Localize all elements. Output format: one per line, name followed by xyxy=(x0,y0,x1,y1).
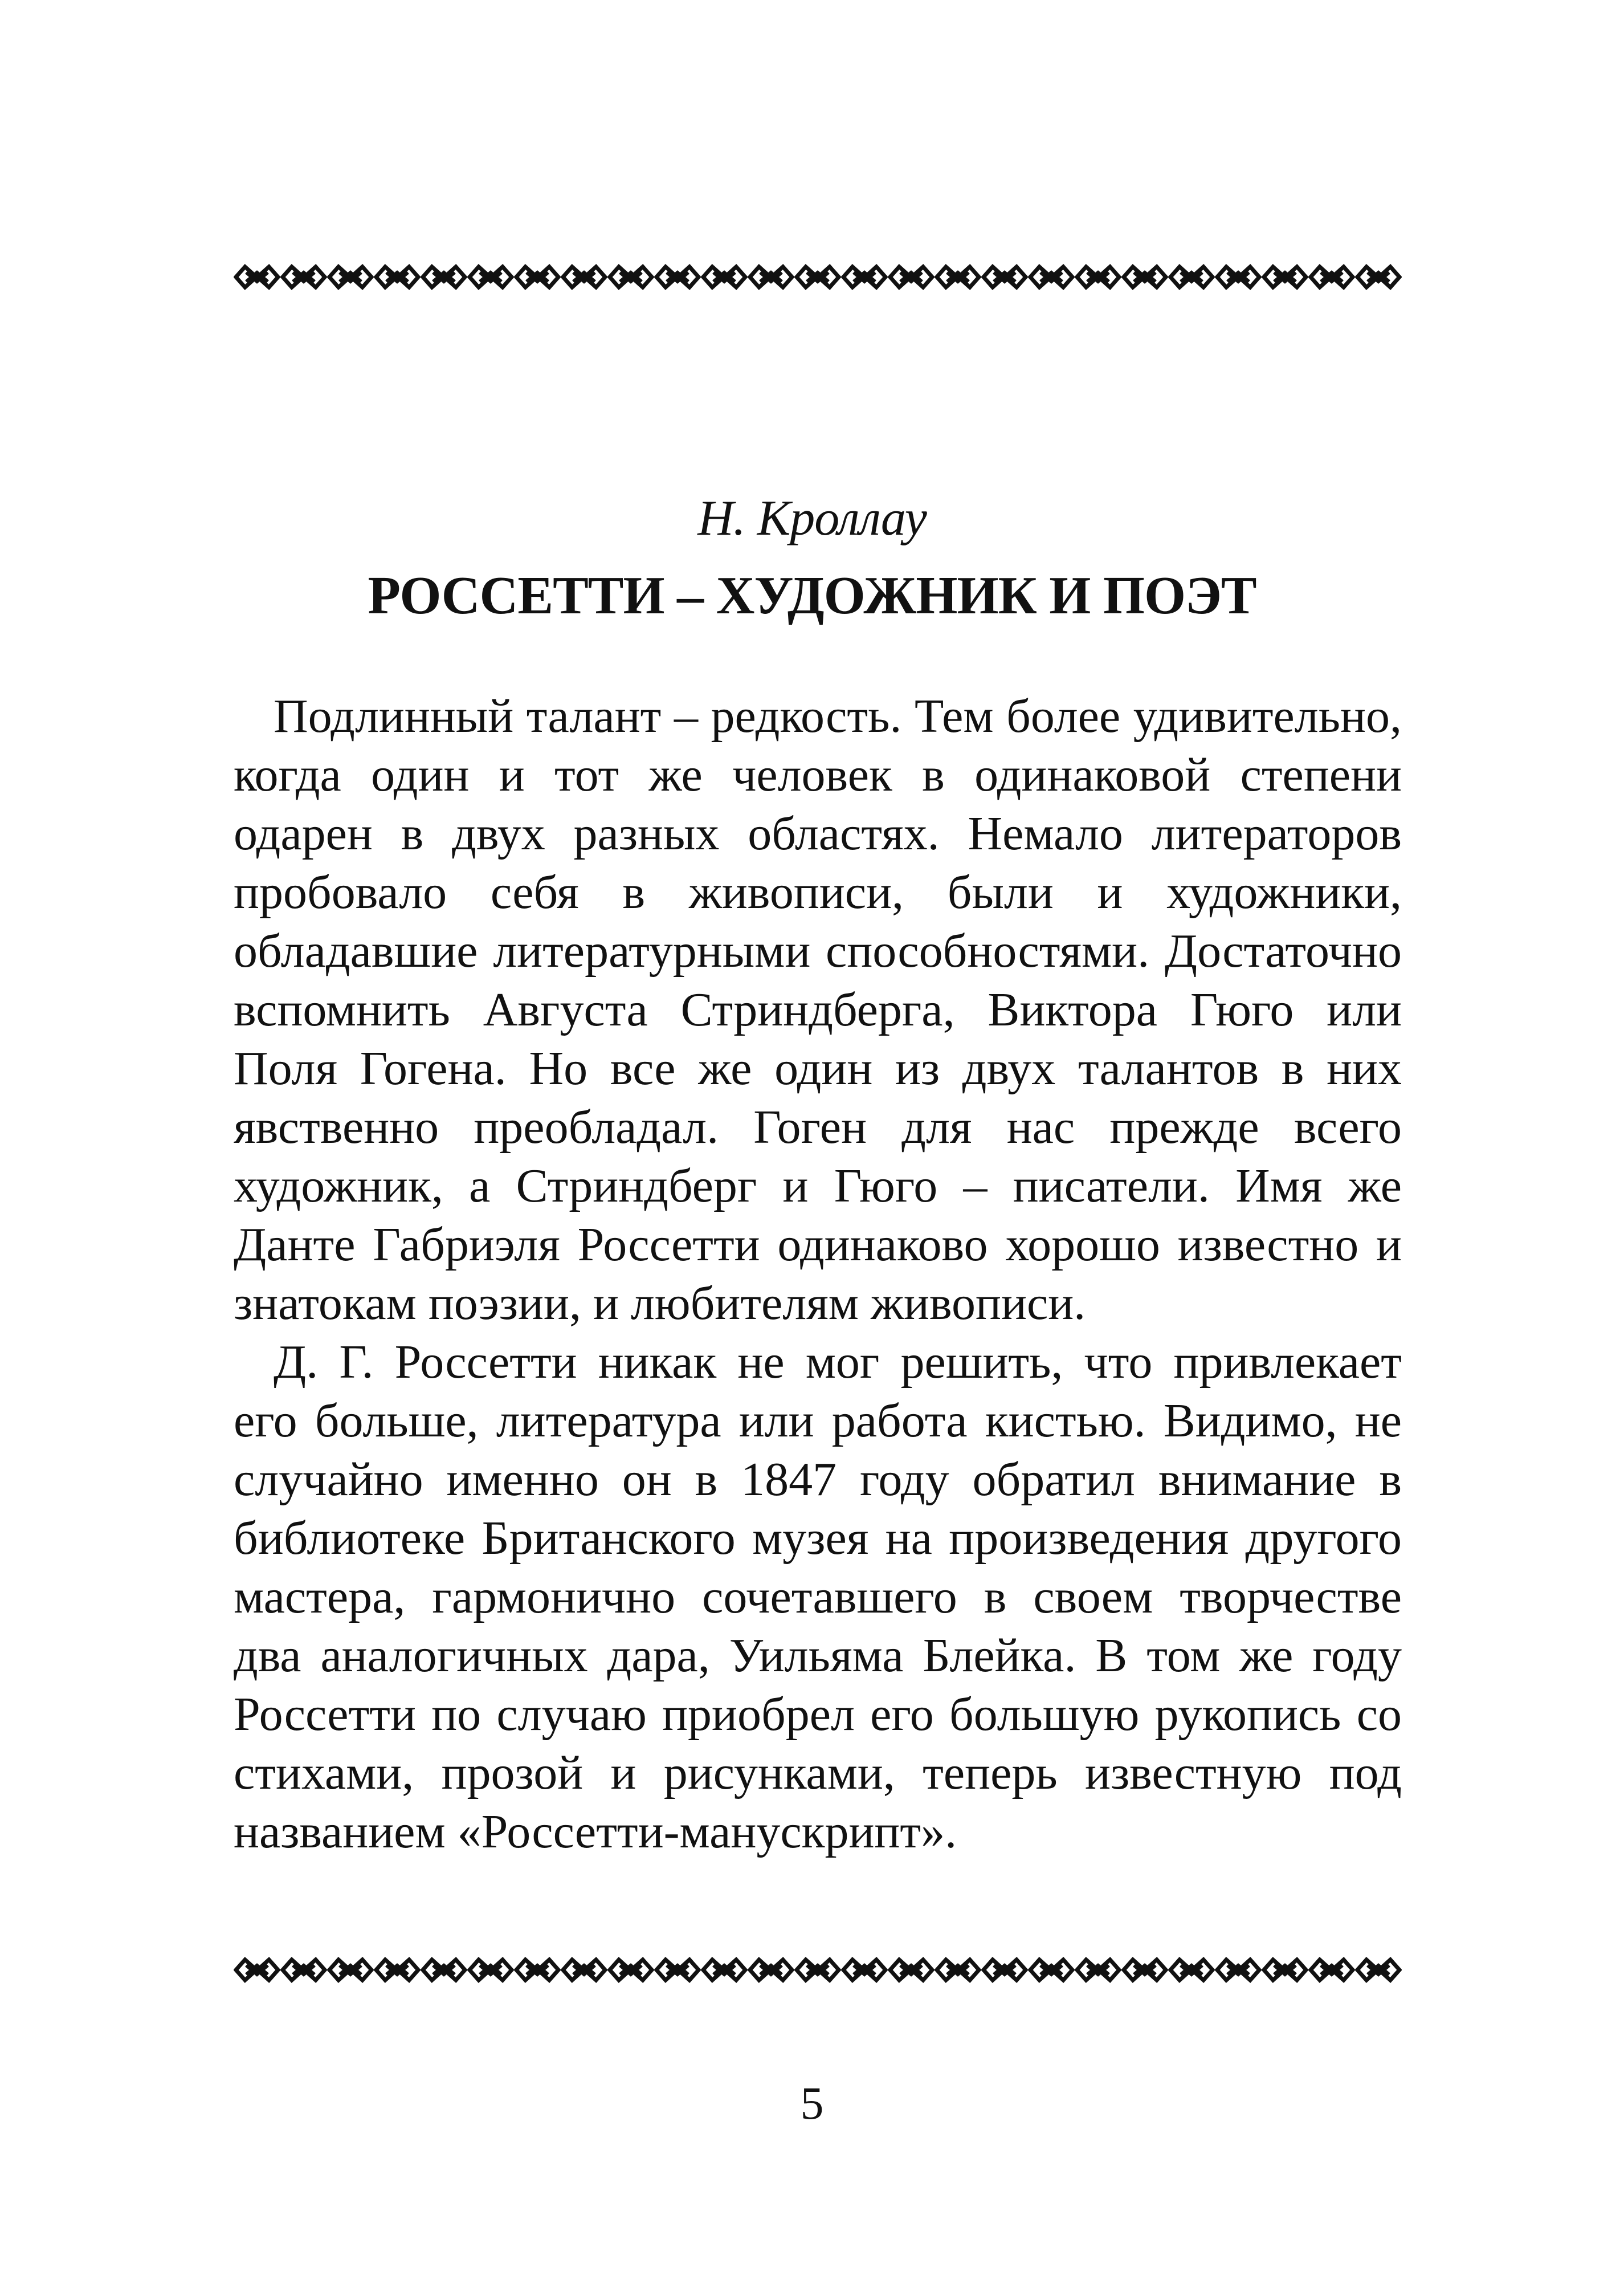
paragraph-2: Д. Г. Россетти никак не мог решить, что привлекает его больше, литература или работа кистью. Видимо, не случайно именно он в 1847 году обратил внимание в библиотеке Британского музея на произведения другого мастера, гармонично сочетавшего в своем творчестве два аналогичных дара, Уильяма Блейка. В том же году Россетти по случаю приобрел его большую рукопись со стихами, прозой и рисунками, теперь известную под названием «Россетти-манускрипт». xyxy=(234,1336,1402,1858)
article-author: Н. Кроллау xyxy=(697,491,927,546)
page-number: 5 xyxy=(800,2077,824,2129)
paragraph-1: Подлинный талант – редкость. Тем более удивительно, когда один и тот же человек в одинаковой степени одарен в двух разных областях. Немало литераторов пробовало себя в живописи, были и художники, обладавшие литературными способностями. Достаточно вспомнить Августа Стриндберга, Виктора Гюго или Поля Гогена. Но все же один из двух талантов в них явственно преобладал. Гоген для нас прежде всего художник, а Стриндберг и Гюго – писатели. Имя же Данте Габриэля Россетти одинаково хорошо известно и знатокам поэзии, и любителям живописи. xyxy=(234,690,1402,1330)
article-body xyxy=(234,687,1402,1861)
bottom-ornament-border-icon xyxy=(234,1954,1402,1986)
article-title: РОССЕТТИ – ХУДОЖНИК И ПОЭТ xyxy=(368,566,1256,625)
top-ornament-border-icon xyxy=(234,261,1402,293)
